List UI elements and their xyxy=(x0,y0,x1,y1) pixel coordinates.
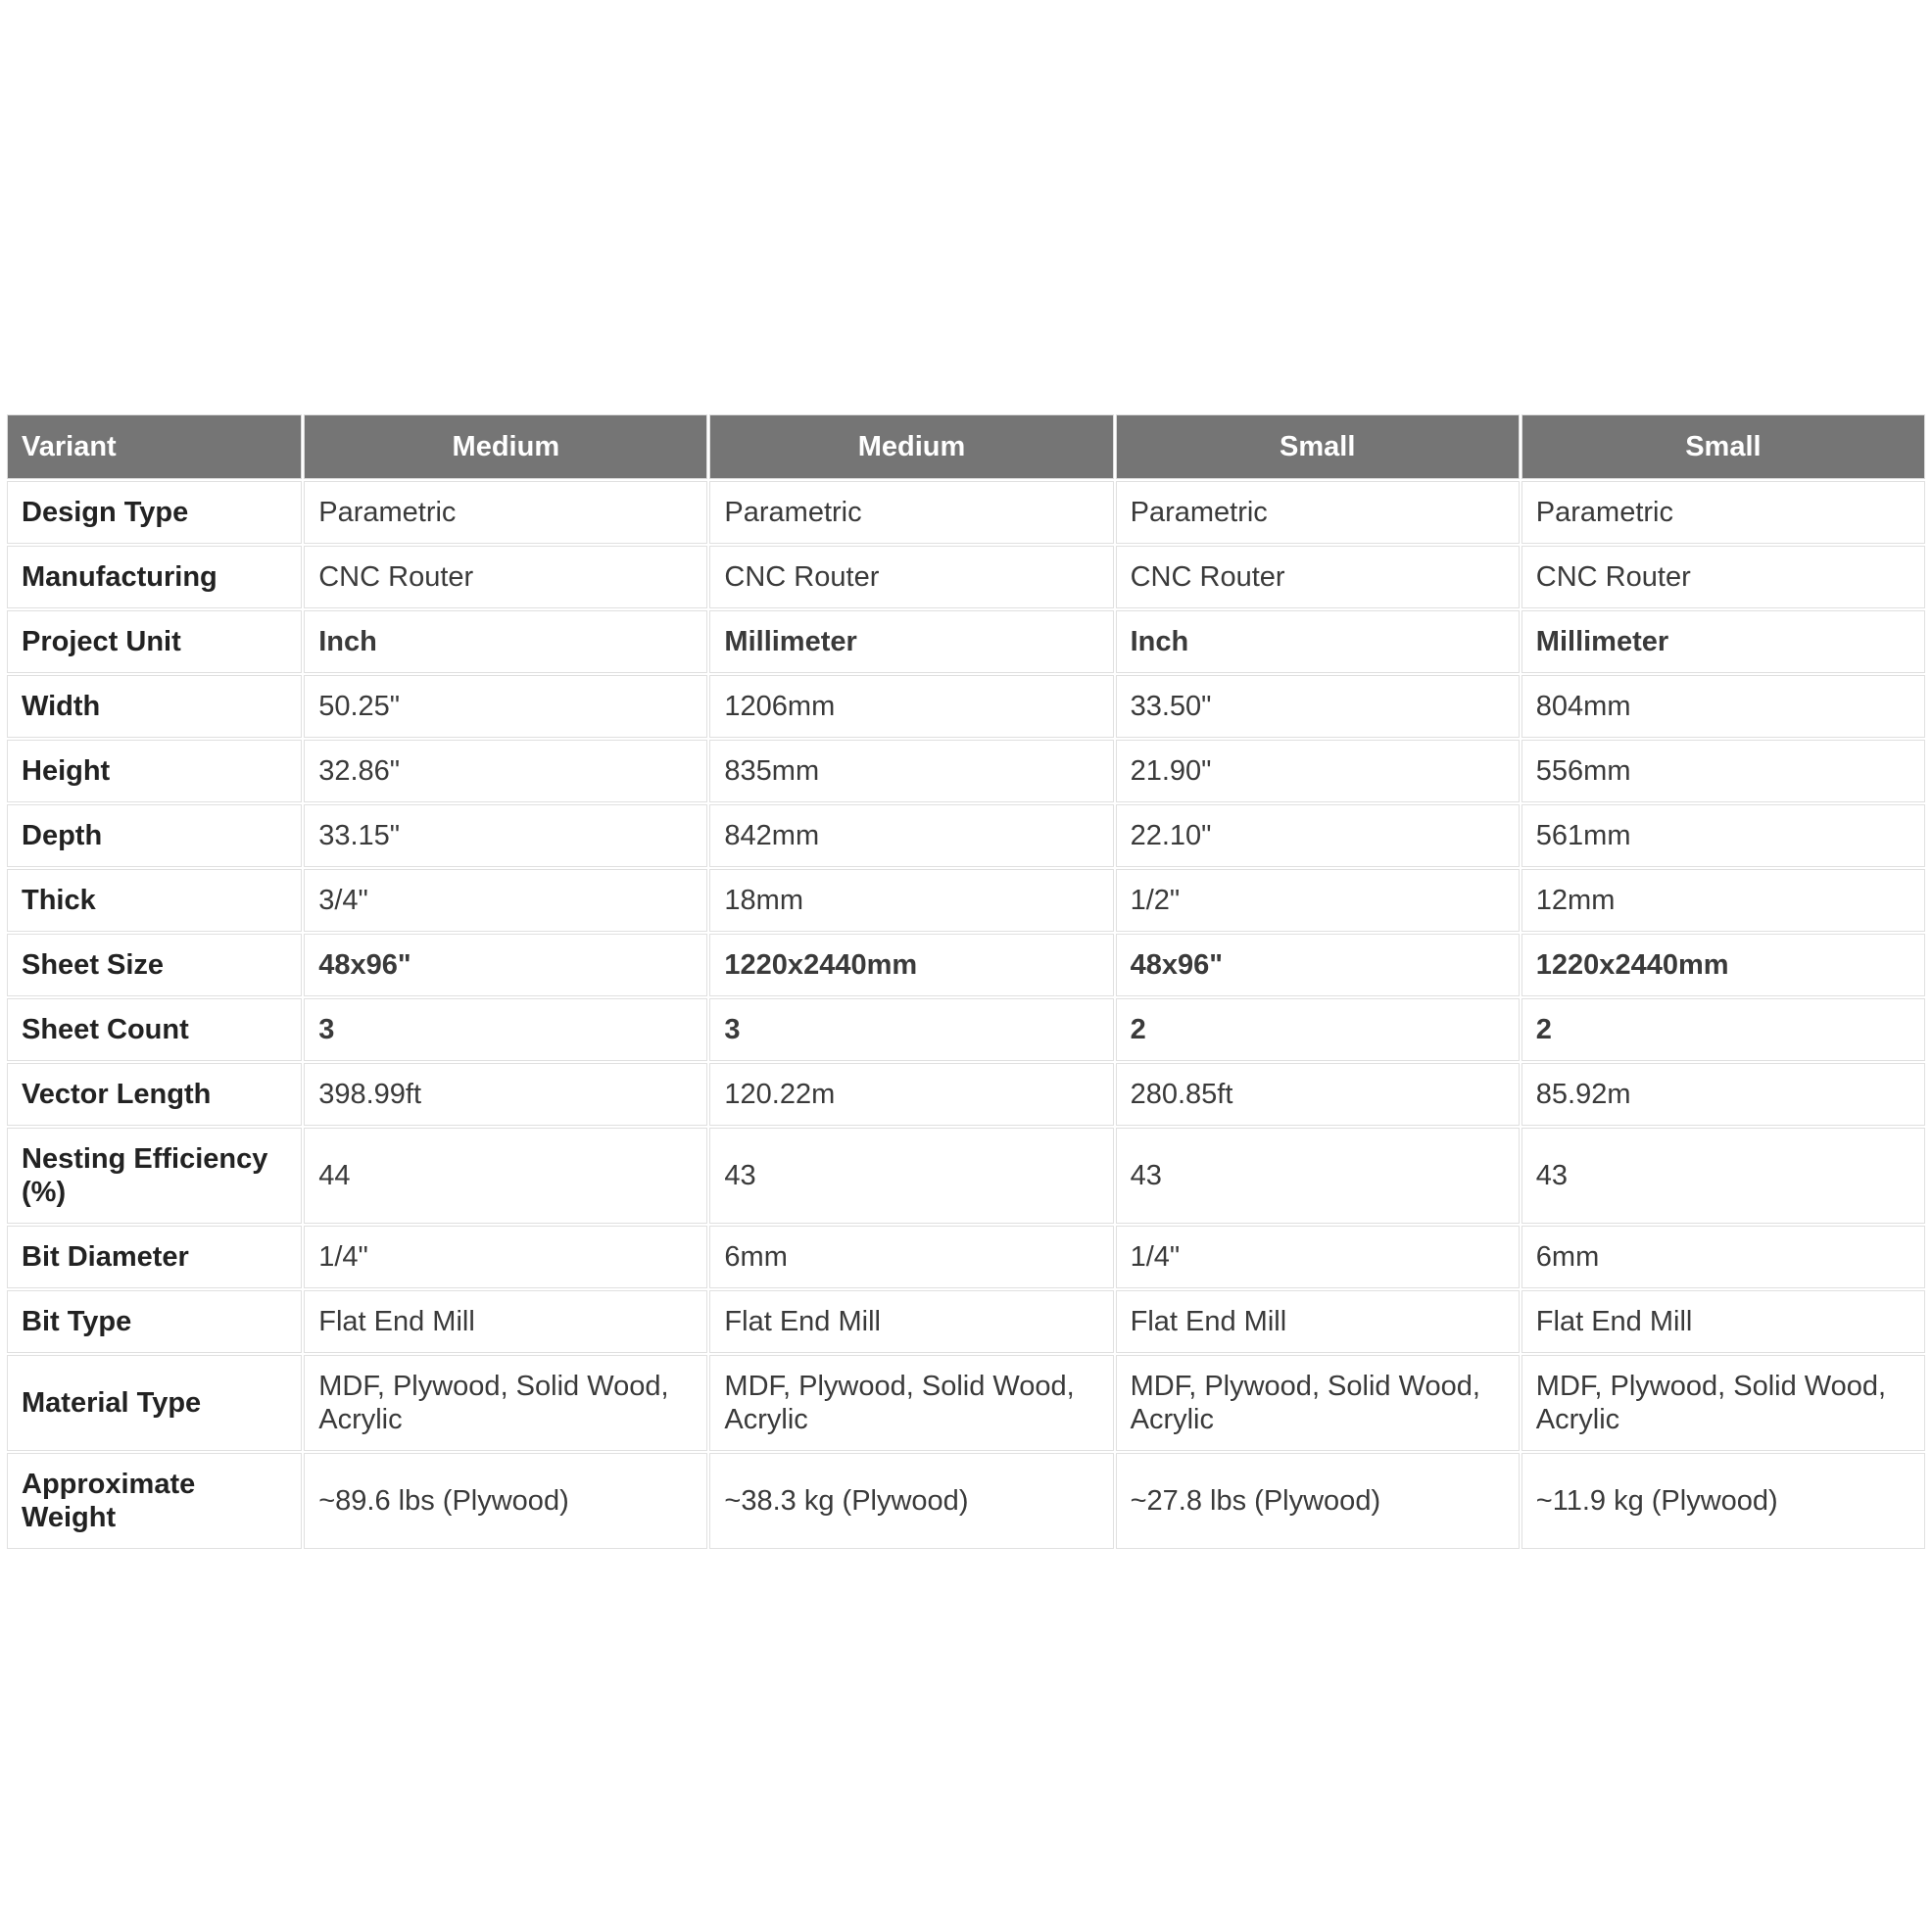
row-label: Nesting Efficiency (%) xyxy=(7,1128,302,1224)
spec-cell: 804mm xyxy=(1521,675,1925,738)
spec-cell: 43 xyxy=(1521,1128,1925,1224)
table-row-thick xyxy=(7,869,1925,932)
spec-cell: 48x96" xyxy=(304,934,707,996)
spec-cell: 50.25" xyxy=(304,675,707,738)
table-row-vector-length xyxy=(7,1063,1925,1126)
spec-cell: 2 xyxy=(1521,998,1925,1061)
spec-cell: 33.50" xyxy=(1116,675,1520,738)
col-header-small-mm: Small xyxy=(1521,414,1925,479)
table-row-depth xyxy=(7,804,1925,867)
row-label: Depth xyxy=(7,804,302,867)
spec-cell: Flat End Mill xyxy=(1116,1290,1520,1353)
spec-cell: 120.22m xyxy=(709,1063,1113,1126)
spec-cell: 44 xyxy=(304,1128,707,1224)
spec-cell: MDF, Plywood, Solid Wood, Acrylic xyxy=(709,1355,1113,1451)
spec-cell: 21.90" xyxy=(1116,740,1520,802)
col-header-medium-inch: Medium xyxy=(304,414,707,479)
spec-cell: 1220x2440mm xyxy=(709,934,1113,996)
table-row-nesting-efficiency xyxy=(7,1128,1925,1224)
spec-cell: 18mm xyxy=(709,869,1113,932)
spec-cell: MDF, Plywood, Solid Wood, Acrylic xyxy=(304,1355,707,1451)
row-label: Project Unit xyxy=(7,610,302,673)
table-row-bit-type xyxy=(7,1290,1925,1353)
spec-cell: 1/2" xyxy=(1116,869,1520,932)
spec-cell: 398.99ft xyxy=(304,1063,707,1126)
spec-cell: Flat End Mill xyxy=(709,1290,1113,1353)
table-row-material-type xyxy=(7,1355,1925,1451)
spec-cell: 1220x2440mm xyxy=(1521,934,1925,996)
spec-cell: 22.10" xyxy=(1116,804,1520,867)
spec-cell: Inch xyxy=(304,610,707,673)
spec-cell: CNC Router xyxy=(304,546,707,608)
spec-cell: Parametric xyxy=(1116,481,1520,544)
col-header-small-inch: Small xyxy=(1116,414,1520,479)
spec-cell: Millimeter xyxy=(1521,610,1925,673)
spec-cell: 280.85ft xyxy=(1116,1063,1520,1126)
row-label: Approximate Weight xyxy=(7,1453,302,1549)
row-label: Sheet Size xyxy=(7,934,302,996)
table-row-design-type xyxy=(7,481,1925,544)
spec-cell: 835mm xyxy=(709,740,1113,802)
spec-cell: 556mm xyxy=(1521,740,1925,802)
spec-cell: MDF, Plywood, Solid Wood, Acrylic xyxy=(1521,1355,1925,1451)
spec-cell: 85.92m xyxy=(1521,1063,1925,1126)
row-label: Material Type xyxy=(7,1355,302,1451)
table-row-bit-diameter xyxy=(7,1226,1925,1288)
table-row-sheet-count xyxy=(7,998,1925,1061)
spec-cell: 3 xyxy=(709,998,1113,1061)
spec-cell: 48x96" xyxy=(1116,934,1520,996)
row-label: Height xyxy=(7,740,302,802)
spec-cell: 43 xyxy=(1116,1128,1520,1224)
col-header-variant: Variant xyxy=(7,414,302,479)
spec-cell: ~38.3 kg (Plywood) xyxy=(709,1453,1113,1549)
spec-cell: Parametric xyxy=(709,481,1113,544)
spec-cell: 1/4" xyxy=(304,1226,707,1288)
spec-cell: 12mm xyxy=(1521,869,1925,932)
spec-cell: 2 xyxy=(1116,998,1520,1061)
row-label: Bit Type xyxy=(7,1290,302,1353)
spec-cell: ~11.9 kg (Plywood) xyxy=(1521,1453,1925,1549)
spec-cell: 33.15" xyxy=(304,804,707,867)
spec-cell: Flat End Mill xyxy=(1521,1290,1925,1353)
col-header-medium-mm: Medium xyxy=(709,414,1113,479)
spec-cell: 561mm xyxy=(1521,804,1925,867)
table-row-sheet-size xyxy=(7,934,1925,996)
table-row-project-unit xyxy=(7,610,1925,673)
spec-cell: Parametric xyxy=(304,481,707,544)
row-label: Thick xyxy=(7,869,302,932)
row-label: Bit Diameter xyxy=(7,1226,302,1288)
spec-cell: CNC Router xyxy=(709,546,1113,608)
row-label: Vector Length xyxy=(7,1063,302,1126)
spec-cell: Flat End Mill xyxy=(304,1290,707,1353)
row-label: Width xyxy=(7,675,302,738)
spec-cell: 1/4" xyxy=(1116,1226,1520,1288)
spec-cell: MDF, Plywood, Solid Wood, Acrylic xyxy=(1116,1355,1520,1451)
spec-cell: 32.86" xyxy=(304,740,707,802)
spec-cell: Millimeter xyxy=(709,610,1113,673)
spec-cell: Inch xyxy=(1116,610,1520,673)
table-row-approximate-weight xyxy=(7,1453,1925,1549)
row-label: Design Type xyxy=(7,481,302,544)
row-label: Sheet Count xyxy=(7,998,302,1061)
spec-cell: 3/4" xyxy=(304,869,707,932)
spec-cell: ~89.6 lbs (Plywood) xyxy=(304,1453,707,1549)
header-row xyxy=(7,414,1925,479)
spec-cell: Parametric xyxy=(1521,481,1925,544)
table-row-manufacturing xyxy=(7,546,1925,608)
spec-cell: 6mm xyxy=(1521,1226,1925,1288)
spec-cell: CNC Router xyxy=(1521,546,1925,608)
row-label: Manufacturing xyxy=(7,546,302,608)
spec-cell: 842mm xyxy=(709,804,1113,867)
table-row-width xyxy=(7,675,1925,738)
spec-table xyxy=(5,412,1927,1551)
spec-cell: 6mm xyxy=(709,1226,1113,1288)
spec-cell: ~27.8 lbs (Plywood) xyxy=(1116,1453,1520,1549)
spec-cell: CNC Router xyxy=(1116,546,1520,608)
table-row-height xyxy=(7,740,1925,802)
spec-cell: 1206mm xyxy=(709,675,1113,738)
spec-cell: 3 xyxy=(304,998,707,1061)
spec-cell: 43 xyxy=(709,1128,1113,1224)
